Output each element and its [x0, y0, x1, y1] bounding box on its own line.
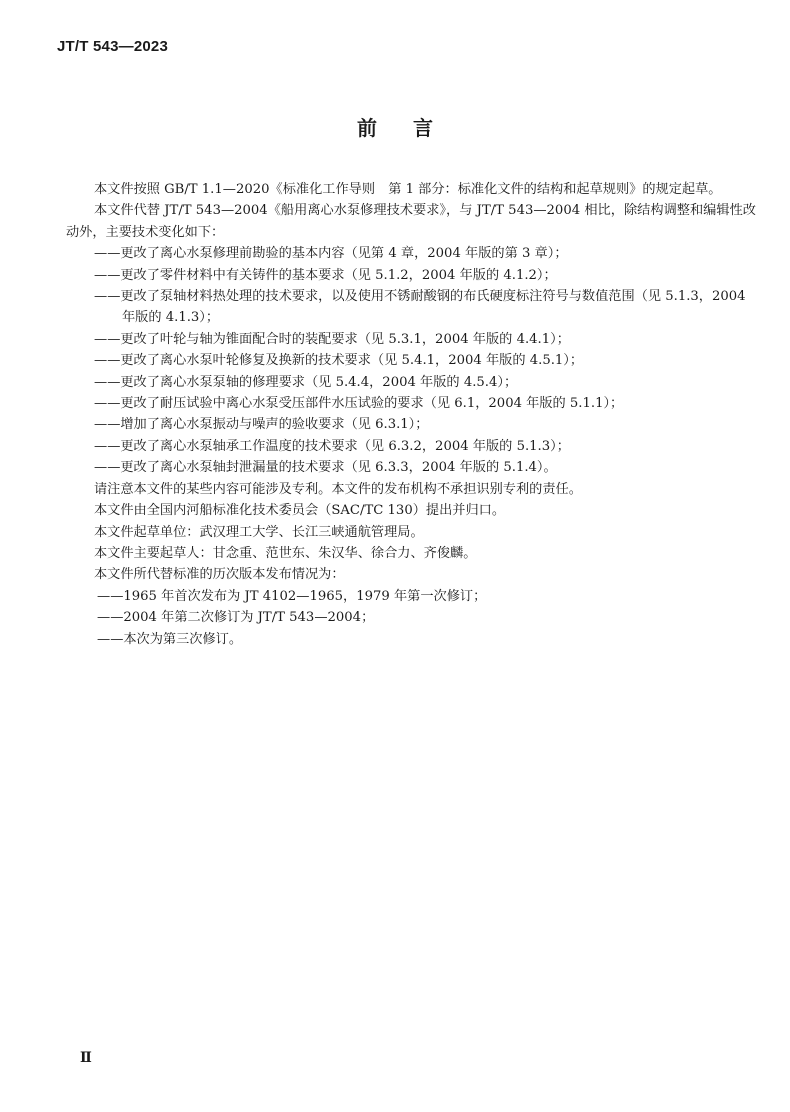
list-item: ——更改了离心水泵轴承工作温度的技术要求（见 6.3.2，2004 年版的 5.1.3）；: [94, 438, 570, 454]
proposer-paragraph: 本文件由全国内河船标准化技术委员会（SAC/TC 130）提出并归口。: [94, 503, 506, 519]
history-intro-paragraph: 本文件所代替标准的历次版本发布情况为：: [94, 567, 345, 583]
replaces-paragraph: 本文件代替 JT/T 543—2004《船用离心水泵修理技术要求》，与 JT/T 543—2004 相比，除结构调整和编辑性改动外，主要技术变化如下：: [66, 203, 756, 240]
page-title: [0, 112, 790, 141]
drafting-units-paragraph: 本文件起草单位：武汉理工大学、长江三峡通航管理局。: [94, 524, 424, 540]
list-item: ——2004 年第二次修订为 JT/T 543—2004；: [97, 610, 375, 626]
list-item: ——更改了离心水泵叶轮修复及换新的技术要求（见 5.4.1，2004 年版的 4.5.1）；: [94, 353, 584, 369]
list-item: ——更改了零件材料中有关铸件的基本要求（见 5.1.2，2004 年版的 4.1.2）；: [94, 267, 557, 283]
list-item: ——增加了离心水泵振动与噪声的验收要求（见 6.3.1）；: [94, 417, 429, 433]
list-item: ——更改了叶轮与轴为锥面配合时的装配要求（见 5.3.1，2004 年版的 4.4.1）；: [94, 331, 570, 347]
list-item: ——更改了离心水泵轴封泄漏量的技术要求（见 6.3.3，2004 年版的 5.1.4）。: [94, 460, 557, 476]
list-item: ——更改了离心水泵泵轴的修理要求（见 5.4.4，2004 年版的 4.5.4）；: [94, 374, 518, 390]
title-char-1: 前: [357, 116, 377, 140]
drafting-rule-paragraph: 本文件按照 GB/T 1.1—2020《标准化工作导则 第 1 部分：标准化文件的结构和起草规则》的规定起草。: [94, 182, 722, 197]
list-item: ——更改了泵轴材料热处理的技术要求，以及使用不锈耐酸钢的布氏硬度标注符号与数值范围（见 5.1.3，2004 年版的 4.1.3）；: [94, 289, 746, 326]
page-number: Ⅱ: [80, 1050, 92, 1066]
list-item: ——更改了离心水泵修理前勘验的基本内容（见第 4 章，2004 年版的第 3 章）；: [94, 246, 568, 262]
list-item: ——本次为第三次修订。: [97, 631, 243, 647]
list-item: ——更改了耐压试验中离心水泵受压部件水压试验的要求（见 6.1，2004 年版的 5.1.1）；: [94, 396, 624, 412]
list-item: ——1965 年首次发布为 JT 4102—1965，1979 年第一次修订；: [97, 588, 487, 604]
patent-notice: 请注意本文件的某些内容可能涉及专利。本文件的发布机构不承担识别专利的责任。: [94, 481, 582, 497]
drafters-paragraph: 本文件主要起草人：甘念重、范世东、朱汉华、徐合力、齐俊麟。: [94, 545, 477, 561]
version-history-list: [66, 586, 756, 650]
foreword-body: [66, 179, 756, 650]
standard-code: JT/T 543—2023: [57, 38, 168, 55]
title-char-2: 言: [413, 116, 433, 140]
technical-changes-list: [66, 243, 756, 478]
